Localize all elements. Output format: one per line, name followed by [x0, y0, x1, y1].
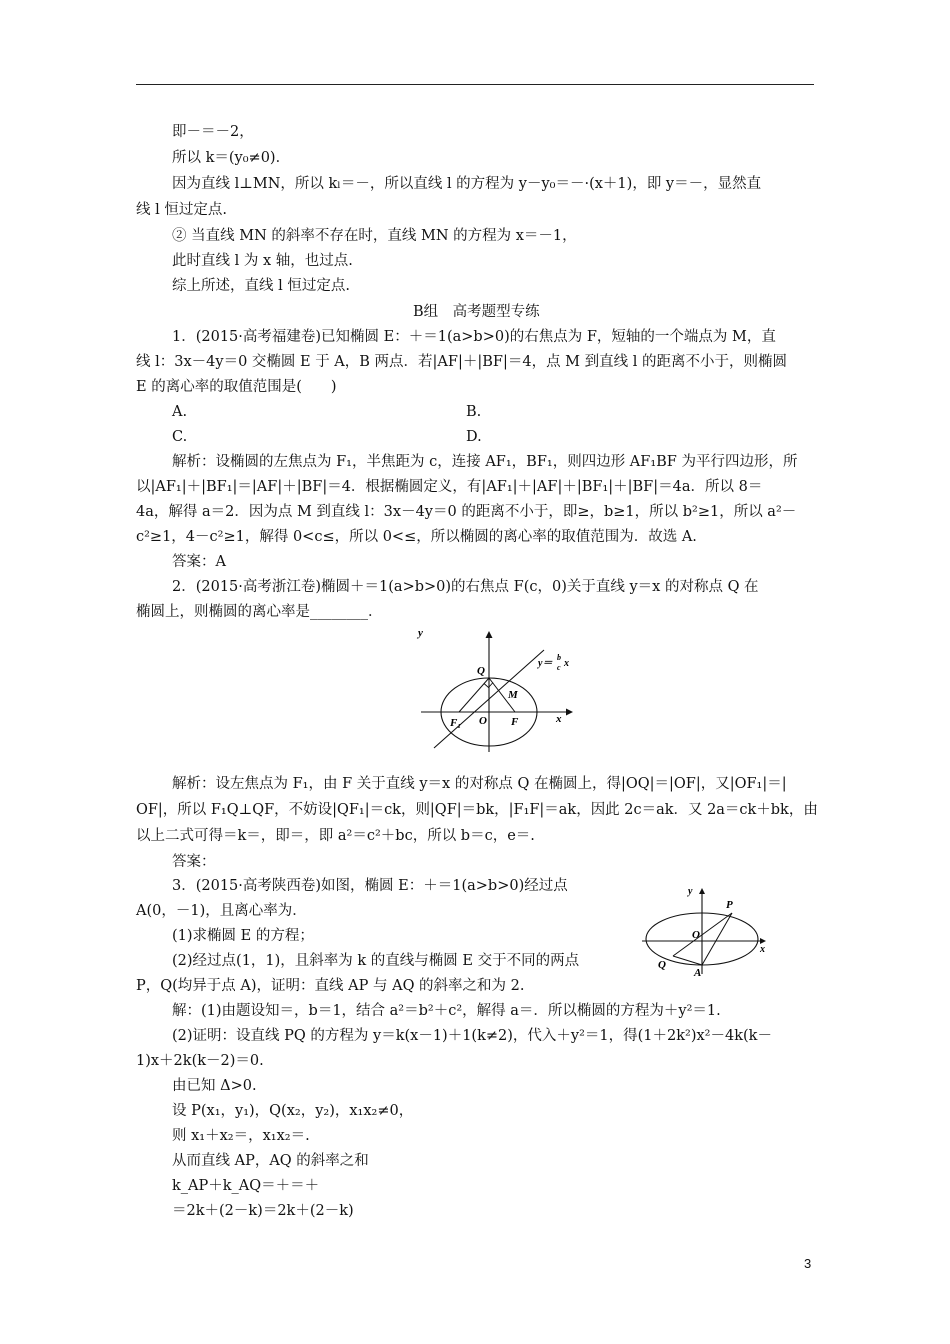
q1-line: E 的离心率的取值范围是( ) [136, 379, 337, 395]
line-label-numerator: b [557, 653, 561, 662]
q3-line: A(0，－1)，且离心率为． [136, 903, 307, 919]
line-ap [702, 913, 732, 965]
q1-option-a: A. [172, 404, 188, 420]
q2-point-q-label: Q [477, 665, 485, 677]
q3-line: (1)求椭圆 E 的方程； [172, 928, 314, 944]
q2-point-m-label: M [508, 689, 518, 701]
text-line: 所以 k＝(y₀≠0)． [172, 150, 291, 166]
q1-answer: 答案：A [172, 554, 226, 570]
q3-point-p-label: P [726, 899, 733, 911]
text-line: 综上所述，直线 l 恒过定点. [172, 278, 350, 294]
q3-solution-line: 解：(1)由题设知＝，b＝1，结合 a²＝b²＋c²，解得 a＝．所以椭圆的方程为＋y²＝1. [172, 1003, 721, 1019]
q3-solution-line: 1)x＋2k(k－2)＝0. [136, 1053, 264, 1069]
text-line: 线 l 恒过定点. [136, 202, 227, 218]
q2-point-o-label: O [479, 715, 487, 727]
q3-solution-line: 则 x₁＋x₂＝，x₁x₂＝. [172, 1128, 310, 1144]
q3-line: (2)经过点(1，1)，且斜率为 k 的直线与椭圆 E 交于不同的两点 [172, 953, 580, 969]
line-label-denominator: c [557, 663, 561, 672]
q2-solution-line: OF|，所以 F₁Q⊥QF，不妨设|QF₁|＝ck，则|QF|＝bk，|F₁F|＝ak，因此 2c＝ak．又 2a＝ck＋bk，由 [136, 802, 818, 818]
q3-solution-line: 从而直线 AP，AQ 的斜率之和 [172, 1153, 369, 1169]
q3-line: P，Q(均异于点 A)，证明：直线 AP 与 AQ 的斜率之和为 2. [136, 978, 525, 994]
q3-point-o-label: O [692, 929, 700, 941]
page-number: 3 [804, 1256, 812, 1271]
q3-y-label: y [688, 886, 693, 897]
line-label-prefix: y＝ [538, 658, 553, 669]
q2-answer: 答案： [172, 854, 216, 870]
q1-line: 1．(2015·高考福建卷)已知椭圆 E：＋＝1(a>b>0)的右焦点为 F，短轴的一个端点为 M，直 [172, 329, 776, 345]
q3-point-a-label: A [694, 967, 702, 976]
q1-solution-line: 解析：设椭圆的左焦点为 F₁，半焦距为 c，连接 AF₁，BF₁，则四边形 AF₁BF 为平行四边形，所 [172, 454, 798, 470]
q3-solution-line: 由已知 Δ>0. [172, 1078, 257, 1094]
line-label-suffix: x [564, 658, 569, 669]
q2-y-label: y [418, 627, 423, 639]
q2-point-f1-label: F₁ [450, 717, 462, 729]
q3-solution-line: k_AP＋k_AQ＝＋＝＋ [172, 1178, 320, 1194]
q3-point-q-label: Q [658, 959, 666, 971]
q3-solution-line: (2)证明：设直线 PQ 的方程为 y＝k(x－1)＋1(k≠2)，代入＋y²＝1，得(1＋2k²)x²－4k(k－ [172, 1028, 772, 1044]
q2-solution-line: 以上二式可得＝k＝，即＝，即 a²＝c²＋bc，所以 b＝c，e＝. [136, 828, 535, 844]
q2-x-label: x [556, 713, 562, 725]
q3-figure [640, 884, 774, 976]
text-line: 即－＝－2， [172, 124, 254, 140]
q1-solution-line: 以|AF₁|＋|BF₁|＝|AF|＋|BF|＝4．根据椭圆定义，有|AF₁|＋|AF|＋|BF₁|＋|BF|＝4a．所以 8＝ [136, 479, 763, 495]
q1-solution-line: c²≥1，4－c²≥1，解得 0<c≤，所以 0<≤，所以椭圆的离心率的取值范围为．故选 A. [136, 529, 697, 545]
q2-figure [416, 626, 576, 758]
q1-solution-line: 4a，解得 a＝2．因为点 M 到直线 l：3x－4y＝0 的距离不小于，即≥，b≥1，所以 b²≥1，所以 a²－ [136, 504, 797, 520]
section-title: B组 高考题型专练 [413, 304, 540, 320]
q3-solution-line: ＝2k＋(2－k)＝2k＋(2－k) [172, 1203, 354, 1219]
text-line: 因为直线 l⊥MN，所以 kₗ＝－，所以直线 l 的方程为 y－y₀＝－·(x＋1)，即 y＝－，显然直 [172, 176, 762, 192]
q1-option-b: B. [466, 404, 482, 420]
q1-line: 线 l：3x－4y＝0 交椭圆 E 于 A，B 两点．若|AF|＋|BF|＝4，点 M 到直线 l 的距离不小于，则椭圆 [136, 354, 787, 370]
q2-point-f-label: F [511, 716, 519, 728]
y-axis-arrow [699, 888, 705, 894]
q2-line: 2．(2015·高考浙江卷)椭圆＋＝1(a>b>0)的右焦点 F(c，0)关于直线 y＝x 的对称点 Q 在 [172, 579, 759, 595]
q3-line: 3．(2015·高考陕西卷)如图，椭圆 E：＋＝1(a>b>0)经过点 [172, 878, 568, 894]
q2-solution-line: 解析：设左焦点为 F₁，由 F 关于直线 y＝x 的对称点 Q 在椭圆上，得|OQ|＝|OF|，又|OF₁|＝| [172, 776, 787, 792]
q1-option-c: C. [172, 429, 188, 445]
q3-x-label: x [760, 944, 765, 955]
q2-line: 椭圆上，则椭圆的离心率是________． [136, 604, 383, 620]
y-axis-arrow [486, 631, 493, 638]
q1-option-d: D. [466, 429, 482, 445]
q3-solution-line: 设 P(x₁，y₁)，Q(x₂，y₂)，x₁x₂≠0， [172, 1103, 414, 1119]
header-rule [136, 84, 814, 85]
text-line: 此时直线 l 为 x 轴，也过点. [172, 253, 353, 269]
x-axis-arrow [566, 709, 573, 716]
text-line: ② 当直线 MN 的斜率不存在时，直线 MN 的方程为 x＝－1， [172, 228, 577, 244]
